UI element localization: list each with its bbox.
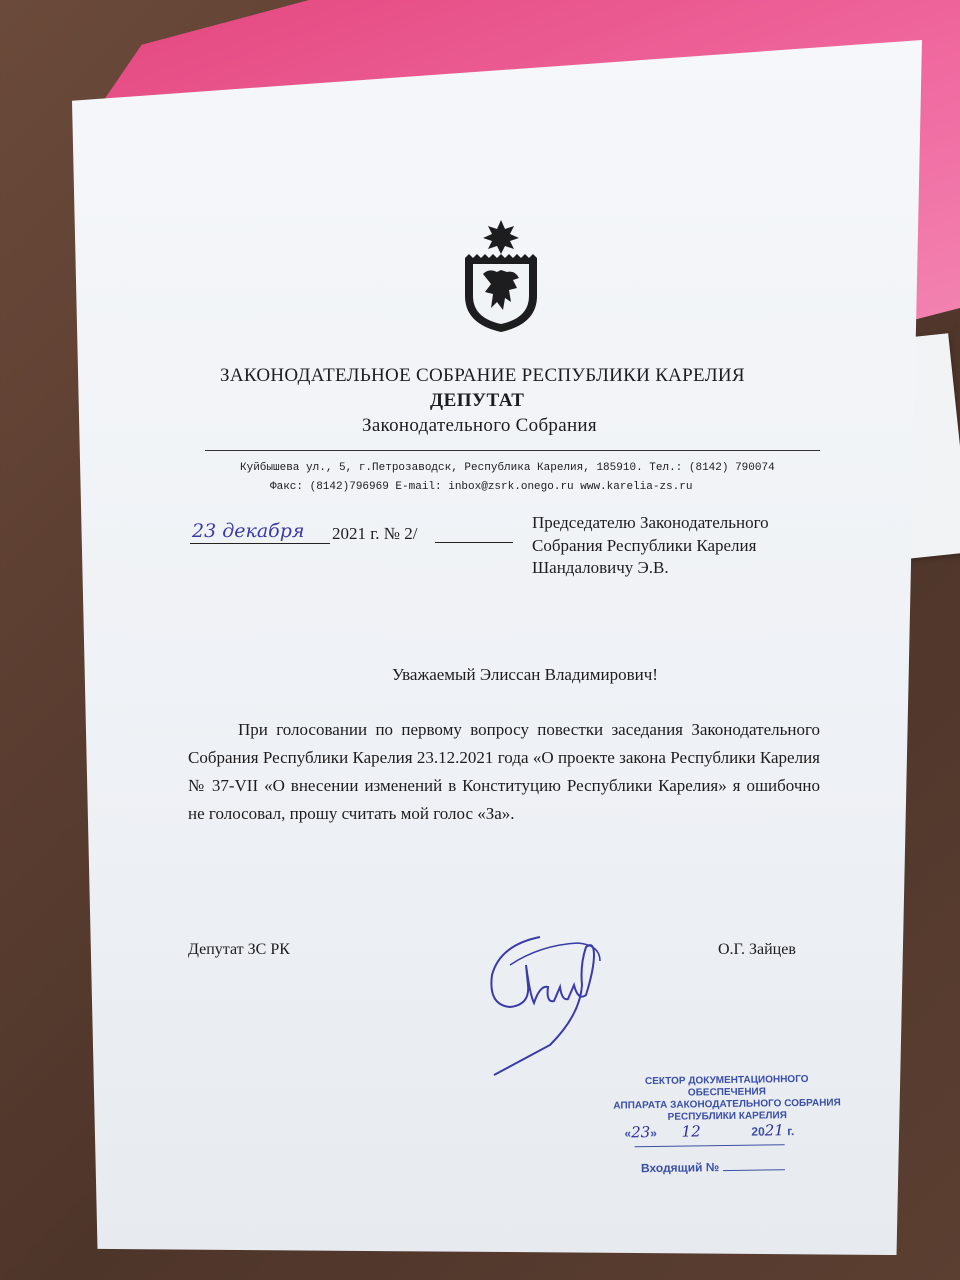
handwritten-date: 23 декабря xyxy=(192,520,305,542)
recipient-line-1: Председателю Законодательного xyxy=(532,513,769,532)
stamp-year-end: г. xyxy=(787,1124,795,1139)
stamp-year-suffix: 21 xyxy=(764,1121,784,1140)
handwritten-signature xyxy=(470,925,630,1085)
signer-name: О.Г. Зайцев xyxy=(718,941,796,958)
contacts-line: Факс: (8142)796969 E-mail: inbox@zsrk.onego.ru www.karelia-zs.ru xyxy=(270,481,693,493)
stamp-line-3: РЕСПУБЛИКИ КАРЕЛИЯ xyxy=(667,1110,787,1123)
organization-name: ЗАКОНОДАТЕЛЬНОЕ СОБРАНИЕ РЕСПУБЛИКИ КАРЕЛИЯ xyxy=(220,365,745,386)
address-line: Куйбышева ул., 5, г.Петрозаводск, Республика Карелия, 185910. Тел.: (8142) 790074 xyxy=(240,462,775,474)
karelia-coat-of-arms-icon xyxy=(461,220,541,332)
stamp-incoming-label: Входящий № xyxy=(640,1160,720,1176)
stamp-incoming-row xyxy=(641,1160,785,1174)
date-underline xyxy=(190,543,330,544)
number-underline xyxy=(435,542,513,543)
position-title: ДЕПУТАТ xyxy=(430,390,525,411)
signer-position: Депутат ЗС РК xyxy=(188,941,290,958)
stamp-month: 12 xyxy=(681,1122,701,1141)
document-number: 2021 г. № 2/ xyxy=(332,524,418,543)
stamp-date-row: «23» 12 2021 г. xyxy=(624,1121,795,1142)
recipient-line-2: Собрания Республики Карелия xyxy=(532,536,757,555)
stamp-line-1: СЕКТОР ДОКУМЕНТАЦИОННОГО ОБЕСПЕЧЕНИЯ xyxy=(644,1073,809,1099)
recipient-line-3: Шандаловичу Э.В. xyxy=(532,558,669,577)
letterhead-divider xyxy=(205,450,820,451)
stamp-day: 23 xyxy=(631,1123,651,1142)
stamp-line-2: АППАРАТА ЗАКОНОДАТЕЛЬНОГО СОБРАНИЯ xyxy=(613,1097,841,1112)
position-subtitle: Законодательного Собрания xyxy=(362,415,597,436)
letter-body: При голосовании по первому вопросу повестки заседания Законодательного Собрания Республики Карелия 23.12.2021 года «О проекте закона Республики Карелия № 37-VII «О внесении изменений в Конституцию Республики Карелия» я ошибочно не голосовал, прошу считать мой голос «За». xyxy=(188,720,820,823)
stamp-year-prefix: 20 xyxy=(751,1124,765,1139)
registration-stamp xyxy=(612,1073,843,1176)
greeting: Уважаемый Элиссан Владимирович! xyxy=(392,665,658,684)
